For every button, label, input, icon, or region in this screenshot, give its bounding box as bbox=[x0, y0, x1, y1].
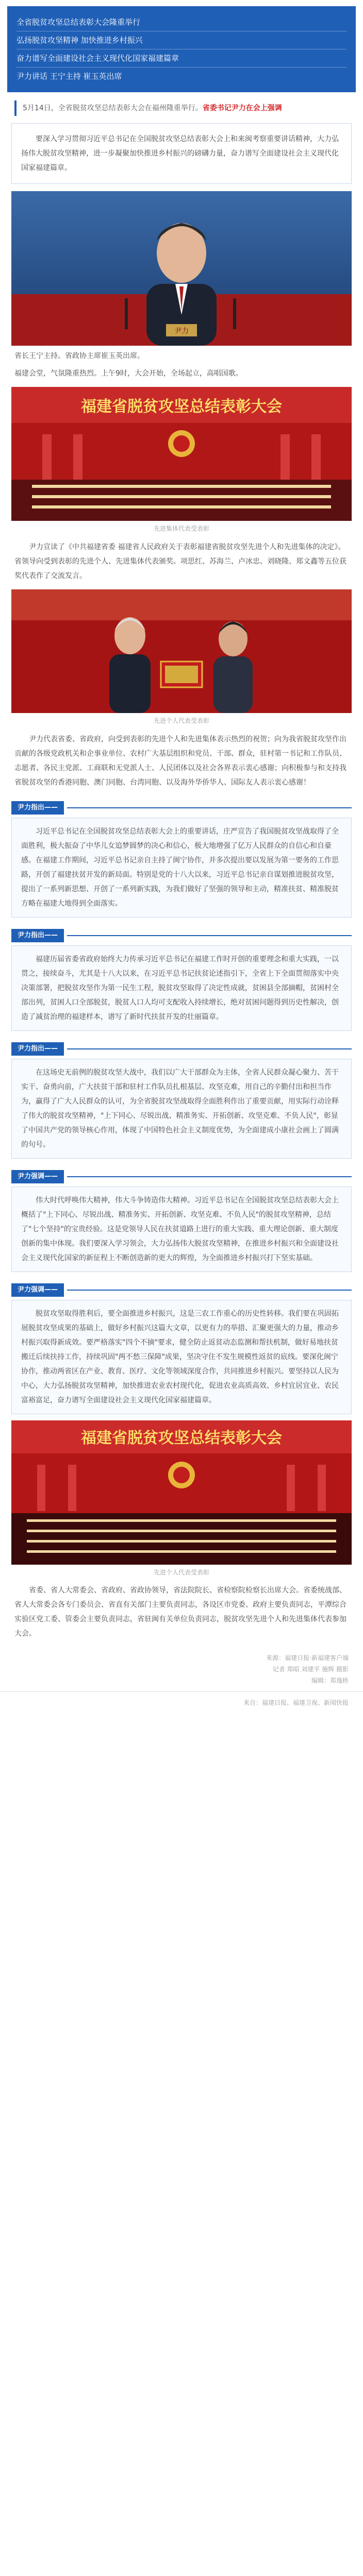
section-text: 在这场史无前例的脱贫攻坚大战中，我们以广大干部群众为主体，全省人民群众凝心聚力、苦干实干、奋勇向前，广大扶贫干部和驻村工作队员扎根基层、攻坚克难，用自己的辛勤付出和担当作为，赢得了广大人民群众的认可，为全省脱贫攻坚战取得全面胜利作出了重要贡献，用实际行动诠释了伟大的脱贫攻坚精神，"上下同心、尽锐出战、精准务实、开拓创新、攻坚克难、不负人民"，彰显了中国共产党的领导核心作用，体现了中国特色社会主义制度优势，为全面建成小康社会画上了圆满的句号。 bbox=[21, 1068, 339, 1149]
intro-text: 要深入学习贯彻习近平总书记在全国脱贫攻坚总结表彰大会上和来闽考察重要讲话精神，大力弘扬伟大脱贫攻坚精神，进一步凝聚加快推进乡村振兴的磅礴力量，奋力谱写全面建设社会主义现代化国家福建篇章。 bbox=[21, 135, 339, 172]
section-heading bbox=[11, 1283, 352, 1297]
section-box bbox=[11, 1300, 352, 1414]
conference-hall-photo bbox=[11, 387, 352, 521]
section-box bbox=[11, 818, 352, 918]
section-heading bbox=[11, 801, 352, 815]
lead-paragraph bbox=[14, 100, 349, 116]
lead-text: 5月14日，全省脱贫攻坚总结表彰大会在福州隆重举行。 bbox=[23, 104, 203, 112]
speaker-photo bbox=[11, 191, 352, 346]
section-box bbox=[11, 1059, 352, 1159]
photo-caption: 先进个人代表受表彰 bbox=[153, 717, 209, 724]
headline-line: 弘扬脱贫攻坚精神 加快推进乡村振兴 bbox=[16, 31, 346, 49]
section-rule bbox=[67, 1048, 352, 1049]
closing-paragraph: 省委、省人大常委会、省政府、省政协领导，省法院院长、省检察院检察长出席大会。省委统战部、省人大常委会各专门委员会、省直有关部门主要负责同志，各设区市党委、政府主要负责同志，平潭综合实验区党工委、管委会主要负责同志，省驻闽有关单位负责同志，脱贫攻坚先进个人和先进集体代表参加大会。 bbox=[14, 1586, 346, 1638]
section-label: 尹力强调—— bbox=[11, 1170, 64, 1183]
lead-highlight: 省委书记尹力在会上强调 bbox=[202, 104, 282, 112]
headline-line: 全省脱贫攻坚总结表彰大会隆重举行 bbox=[16, 13, 346, 31]
headline-line: 奋力谱写全面建设社会主义现代化国家福建篇章 bbox=[16, 49, 346, 67]
source-block bbox=[14, 1652, 349, 1686]
section-label: 尹力指出—— bbox=[11, 1042, 64, 1056]
section-heading bbox=[11, 1042, 352, 1056]
section-text: 脱贫攻坚取得胜利后，要全面推进乡村振兴，这是三农工作重心的历史性转移。我们要在巩固拓展脱贫攻坚成果的基础上，做好乡村振兴这篇大文章，以更有力的举措、汇聚更强大的力量，推动乡村振兴取得新成效。要严格落实"四个不摘"要求，健全防止返贫动态监测和帮扶机制，做好易地扶贫搬迁后续扶持工作，持续巩固"两不愁三保障"成果，坚决守住不发生规模性返贫的底线。要深化闽宁协作，推动两省区在产业、教育、医疗、文化等领域深度合作，共同推进乡村振兴。要坚持以人民为中心，大力弘扬脱贫攻坚精神，加快推进农业农村现代化，促进农业高质高效、乡村宜居宜业、农民富裕富足，奋力谱写全面建设社会主义现代化国家福建篇章。 bbox=[21, 1309, 339, 1404]
section-box bbox=[11, 1187, 352, 1272]
host-paragraph: 省长王宁主持。省政协主席崔玉英出席。 bbox=[14, 352, 144, 360]
nameplate-text: 尹力 bbox=[174, 327, 189, 335]
section-box bbox=[11, 945, 352, 1031]
award-photo bbox=[11, 589, 352, 713]
source-line: 编辑：郑逸桥 bbox=[311, 1677, 349, 1685]
section-text: 习近平总书记在全国脱贫攻坚总结表彰大会上的重要讲话，庄严宣告了我国脱贫攻坚战取得了全面胜利，极大振奋了中华儿女追梦圆梦的决心和信心，极大地增强了亿万人民群众的自信心和自豪感。在福建工作期间，习近平总书记亲自主持了闽宁协作，并多次提出要以发展为第一要务的工作思路，开创了福建扶贫开发的新局面。特别是党的十八大以来，习近平总书记亲自谋划推进脱贫攻坚，提出了一系列新思想、开创了一系列新实践，为我们做好了坚强的领导和主动，精准扶贫、精准脱贫方略在福建大地得到全面落实。 bbox=[21, 827, 339, 908]
photo-caption: 先进集体代表受表彰 bbox=[153, 525, 209, 532]
intro-card bbox=[11, 123, 352, 184]
footer-credits: 来自：福建日报、福建卫视、新闻快报 bbox=[0, 1691, 363, 1719]
hall-banner-text: 福建省脱贫攻坚总结表彰大会 bbox=[81, 398, 282, 416]
source-line: 来源：福建日报·新福建客户端 bbox=[266, 1654, 349, 1662]
article-page bbox=[0, 6, 363, 1719]
section-rule bbox=[67, 1290, 352, 1291]
hall-banner-text: 福建省脱贫攻坚总结表彰大会 bbox=[81, 1429, 282, 1447]
source-line: 记者 郑昭 刘建平 施辉 摄影 bbox=[272, 1666, 349, 1673]
headline-line: 尹力讲话 王宁主持 崔玉英出席 bbox=[16, 72, 122, 81]
section-text: 伟大时代呼唤伟大精神，伟大斗争铸造伟大精神。习近平总书记在全国脱贫攻坚总结表彰大会上概括了"上下同心、尽锐出战、精准务实、开拓创新、攻坚克难、不负人民"的脱贫攻坚精神，总结了"七个坚持"的宝贵经验。这是党领导人民在扶贫道路上进行的重大实践、重大理论创新、重大制度创新的集中体现。我们要深入学习领会，大力弘扬伟大脱贫攻坚精神，在推进乡村振兴和全面建设社会主义现代化国家的新征程上不断创造新的更大的辉煌，为全面推进乡村振兴打下坚实基础。 bbox=[21, 1196, 339, 1262]
opening-paragraph: 福建会堂，气氛隆重热烈。上午9时，大会开始，全场起立，高唱国歌。 bbox=[14, 369, 243, 378]
section-heading bbox=[11, 1170, 352, 1183]
section-rule bbox=[67, 1176, 352, 1177]
speech-paragraph: 尹力代表省委、省政府，向受到表彰的先进个人和先进集体表示热烈的祝贺；向为我省脱贫攻坚作出贡献的各级党政机关和企事业单位、农村广大基层组织和党员、干部、群众，驻村第一书记和工作队员、志愿者、各民主党派、工商联和无党派人士、人民团体以及社会各界表示衷心感谢；向积极参与和支持我省脱贫攻坚的香港同胞、澳门同胞、台湾同胞、以及海外华侨华人、国际友人表示衷心感谢！ bbox=[14, 735, 346, 787]
photo-caption: 先进个人代表受表彰 bbox=[153, 1568, 209, 1576]
section-rule bbox=[67, 935, 352, 936]
section-rule bbox=[67, 807, 352, 808]
section-text: 福建历届省委省政府始终大力传承习近平总书记在福建工作时开创的重要理念和重大实践，一以贯之，接续奋斗，尤其是十八大以来，在习近平总书记扶贫论述指引下，全省上下全面贯彻落实中央决策部署，把脱贫攻坚作为第一民生工程，脱贫攻坚取得了决定性成就，贫困县全部摘帽，贫困村全部出列，贫困人口全部脱贫，脱贫人口人均可支配收入持续增长，绝对贫困问题得到历史性解决，创造了减贫治理的福建样本，谱写了新时代扶贫开发的壮丽篇章。 bbox=[21, 955, 339, 1021]
section-heading bbox=[11, 929, 352, 942]
award-paragraph: 尹力宣读了《中共福建省委 福建省人民政府关于表彰福建省脱贫攻坚先进个人和先进集体的决定》。省领导向受到表彰的先进个人、先进集体代表颁奖。项思红、苏海兰、卢冰忠、刘晓隆、郑文鑫等五位获奖代表作了交流发言。 bbox=[14, 543, 346, 580]
section-label: 尹力强调—— bbox=[11, 1283, 64, 1297]
section-label: 尹力指出—— bbox=[11, 801, 64, 815]
section-label: 尹力指出—— bbox=[11, 929, 64, 942]
conference-hall-photo bbox=[11, 1420, 352, 1565]
headline-box bbox=[7, 6, 356, 92]
